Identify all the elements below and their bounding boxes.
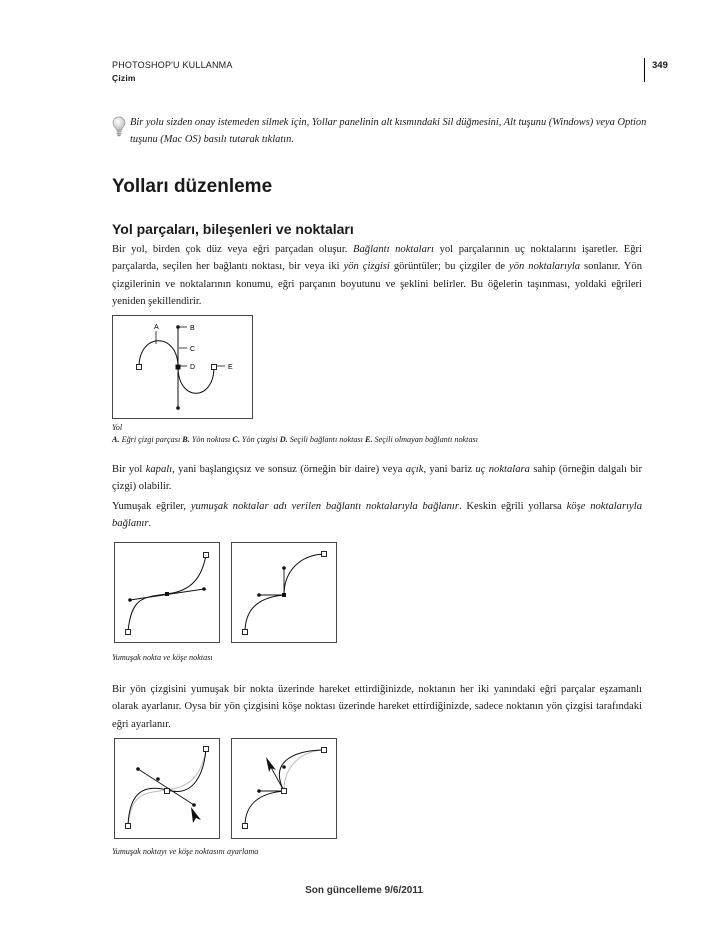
path-figure bbox=[112, 315, 254, 420]
paragraph-adjust: Bir yön çizgisini yumuşak bir nokta üzerinde hareket ettirdiğinizde, noktanın her iki yanındaki eğri parçalar eşzamanlı olarak ayarlanır. Oysa bir yön çizgisini köşe noktası üzerinde hareket ettirdiğinizde, sadece noktanın yön çizgisi tarafındaki eğri ayarlanır. bbox=[112, 684, 642, 730]
subsection-heading: Yol parçaları, bileşenleri ve noktaları bbox=[112, 221, 354, 237]
lightbulb-icon bbox=[112, 116, 126, 138]
header-title: PHOTOSHOP'U KULLANMA bbox=[112, 60, 233, 70]
label-e: E bbox=[228, 364, 233, 371]
paragraph-open-closed: Bir yol kapalı, yani başlangıçsız ve sonsuz (örneğin bir daire) veya açık, yani bariz uç noktalara sahip (örneğin dalgalı bir çizgi) olabilir. bbox=[112, 464, 642, 493]
adjust-smooth-figure bbox=[114, 738, 221, 840]
paragraph-path-components: Bir yol, birden çok düz veya eğri parçadan oluşur. Bağlantı noktaları yol parçalarının uç noktalarını işaretler. Eğri parçalarda, seçilen her bağlantı noktası, bir veya iki yön çizgisi görüntüler; bu çizgiler de yön noktalarıyla sonlanır. Yön çizgilerinin ve noktalarının konumu, eğri parçanın boyutunu ve şeklini belirler. Bu öğelerin taşınması, yoldaki eğrileri yeniden şekillendirir. bbox=[112, 244, 643, 307]
path-figure-caption: Yol A. Eğri çizgi parçası B. Yön noktası C. Yön çizgisi D. Seçili bağlantı noktası E. Seçili olmayan bağlantı noktası bbox=[112, 423, 479, 444]
smooth-point-figure bbox=[114, 542, 221, 644]
header-section: Çizim bbox=[112, 73, 136, 83]
smooth-corner-caption: Yumuşak nokta ve köşe noktası bbox=[112, 653, 213, 662]
header-divider bbox=[644, 58, 645, 82]
page-number: 349 bbox=[652, 60, 668, 71]
label-b: B bbox=[190, 325, 195, 332]
paragraph-smooth-corner: Yumuşak eğriler, yumuşak noktalar adı verilen bağlantı noktalarıyla bağlanır. Keskin eğrili yollarsa köşe noktalarıyla bağlanır. bbox=[112, 501, 642, 530]
page-footer: Son güncelleme 9/6/2011 bbox=[305, 885, 423, 896]
adjust-corner-figure bbox=[231, 738, 338, 840]
corner-point-figure bbox=[231, 542, 338, 644]
label-c: C bbox=[190, 346, 196, 353]
tip-text: Bir yolu sizden onay istemeden silmek için, Yollar panelinin alt kısmındaki Sil düğmesini, Alt tuşunu (Windows) veya Option tuşunu (Mac OS) basılı tutarak tıklatın. bbox=[130, 117, 647, 145]
running-header bbox=[112, 60, 233, 83]
adjust-caption: Yumuşak noktayı ve köşe noktasını ayarlama bbox=[112, 847, 259, 856]
section-heading: Yolları düzenleme bbox=[112, 176, 273, 197]
label-d: D bbox=[190, 364, 196, 371]
label-a: A bbox=[154, 324, 159, 331]
